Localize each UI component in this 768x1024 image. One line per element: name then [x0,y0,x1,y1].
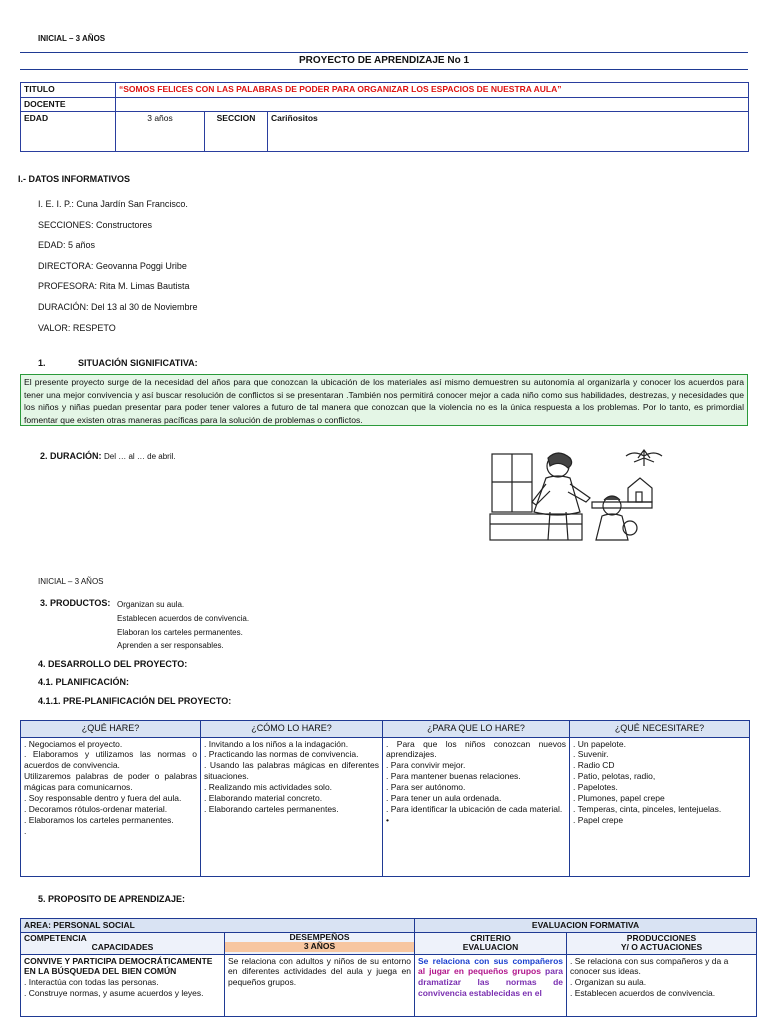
classroom-illustration [488,448,666,546]
planning-table [20,720,750,877]
competencia-cell [21,954,225,1016]
plan-cell-como: . Invitando a los niños a la indagación. . Practicando las normas de convivencia. . Usando las palabras mágicas en diferentes situaciones. . Realizando mis actividades solo. . Elaborando material concreto. . Elaborando carteles permanentes. [201,737,383,876]
competencia-header [21,932,225,954]
datos-line: VALOR: RESPETO [38,322,116,333]
actuaciones-label: Y/ O ACTUACIONES [620,942,703,953]
desempenos-label: DESEMPEÑOS [289,931,350,942]
duracion-value: Del … al … de abril. [104,452,176,461]
productos-item: Elaboran los carteles permanentes. [117,627,243,637]
situacion-number: 1. [38,358,46,368]
criterio-sub-label: EVALUACION [462,942,519,953]
producciones-label: PRODUCCIONES [626,932,697,943]
titulo-value: “SOMOS FELICES CON LAS PALABRAS DE PODER PARA ORGANIZAR LOS ESPACIOS DE NUESTRA AULA” [116,83,749,98]
produccion-item: . Establecen acuerdos de convivencia. [570,988,716,999]
header-table [20,82,749,152]
situacion-heading: SITUACIÓN SIGNIFICATIVA: [78,358,198,368]
level-label: INICIAL – 3 AÑOS [38,34,106,43]
productos-list [117,598,249,653]
competencia-label: COMPETENCIA [24,932,87,943]
seccion-label: SECCION [205,112,268,152]
duracion-label: 2. DURACIÓN: [40,451,102,461]
desarrollo-heading: 4. DESARROLLO DEL PROYECTO: [38,659,188,669]
plan-header: ¿QUÉ HARE? [21,721,201,738]
anos-label: 3 AÑOS [225,942,414,951]
docente-value [116,98,749,112]
plan-header: ¿CÓMO LO HARE? [201,721,383,738]
page-title: PROYECTO DE APRENDIZAJE No 1 [20,52,748,70]
producciones-header [567,932,757,954]
preplan-heading: 4.1.1. PRE-PLANIFICACIÓN DEL PROYECTO: [38,696,232,706]
edad-value: 3 años [116,112,205,152]
proposito-heading: 5. PROPOSITO DE APRENDIZAJE: [38,894,186,904]
criterio-part-purple-1: para dramatizar las normas de [418,966,564,988]
criterio-part-purple-2: convivencia establecidas en el [418,988,542,999]
capacidad-item: . Construye normas, y asume acuerdos y leyes. [24,988,204,999]
produccion-item: . Se relaciona con sus compañeros y da a conocer sus ideas. [570,955,729,977]
datos-list [38,194,198,338]
area-title: AREA: PERSONAL SOCIAL [21,919,415,933]
datos-line: DURACIÓN: Del 13 al 30 de Noviembre [38,301,198,312]
planificacion-heading: 4.1. PLANIFICACIÓN: [38,677,130,687]
criterio-part-blue: Se relaciona con sus compañeros [418,955,564,966]
productos-item: Establecen acuerdos de convivencia. [117,613,250,623]
produccion-item: . Organizan su aula. [570,977,647,988]
productos-item: Aprenden a ser responsables. [117,641,224,651]
docente-label: DOCENTE [21,98,116,112]
datos-line: EDAD: 5 años [38,240,96,251]
capacidades-label: CAPACIDADES [91,942,154,953]
capacidad-item: . Interactúa con todas las personas. [24,977,159,988]
datos-heading: I.- DATOS INFORMATIVOS [18,174,130,184]
duracion [40,451,176,461]
producciones-cell [567,954,757,1016]
plan-cell-para: . Para que los niños conozcan nuevos aprendizajes. . Para convivir mejor. . Para mantener buenas relaciones. . Para ser autónomo. . Para tener un aula ordenada. . Para identificar la ubicación de cada material. • [383,737,570,876]
titulo-label: TITULO [21,83,116,98]
evaluacion-title: EVALUACION FORMATIVA [415,919,757,933]
criterio-header [415,932,567,954]
desempeno-cell: Se relaciona con adultos y niños de su entorno en diferentes actividades del aula y juega en pequeños grupos. [225,954,415,1016]
datos-line: I. E. I. P.: Cuna Jardín San Francisco. [38,199,188,209]
plan-cell-necesitare: . Un papelote. . Suvenir. . Radio CD . Patio, pelotas, radio, . Papelotes. . Plumones, papel crepe . Temperas, cinta, pinceles, lentejuelas. . Papel crepe [570,737,750,876]
edad-label: EDAD [21,112,116,152]
criterio-part-magenta: al jugar en pequeños grupos [418,966,541,977]
criterio-cell [415,954,567,1016]
desempenos-header [225,932,415,954]
productos-item: Organizan su aula. [117,600,185,609]
datos-line: SECCIONES: Constructores [38,219,153,230]
criterio-label: CRITERIO [470,932,511,943]
seccion-value: Cariñositos [268,112,749,152]
plan-header: ¿PARA QUE LO HARE? [383,721,570,738]
productos-label: 3. PRODUCTOS: [40,598,111,608]
plan-cell-que: . Negociamos el proyecto. . Elaboramos y utilizamos las normas o acuerdos de convivencia. Utilizaremos palabras de poder o palabras mágicas para comunicarnos. . Soy responsable dentro y fuera del aula. . Decoramos rótulos-ordenar material. . Elaboramos los carteles permanentes. . [21,737,201,876]
area-table [20,918,757,1017]
plan-header: ¿QUÉ NECESITARE? [570,721,750,738]
datos-line: DIRECTORA: Geovanna Poggi Uribe [38,260,187,271]
level-label-2: INICIAL – 3 AÑOS [38,577,104,586]
datos-line: PROFESORA: Rita M. Limas Bautista [38,281,190,292]
competencia-title: CONVIVE Y PARTICIPA DEMOCRÁTICAMENTE EN LA BÚSQUEDA DEL BIEN COMÚN [24,955,213,977]
situacion-text: El presente proyecto surge de la necesidad del años para que conozcan la ubicación de los materiales así mismo demuestren su autonomía al organizarla y conocer los acuerdos para tener una mejor convivencia y así buscar resolución de conflictos si se presentaran .También nos permitirá conocer mejor a cada niño como sus habilidades, destrezas, y necesidades que los niños y niñas puedan presentar para poder tener valores a futuro de tal manera que conozcan que la violencia no es la única respuesta a los problemas. Por lo tanto, es primordial fomentar que existen otras maneras pacíficas para la solución de problemas o conflictos. [20,374,748,426]
